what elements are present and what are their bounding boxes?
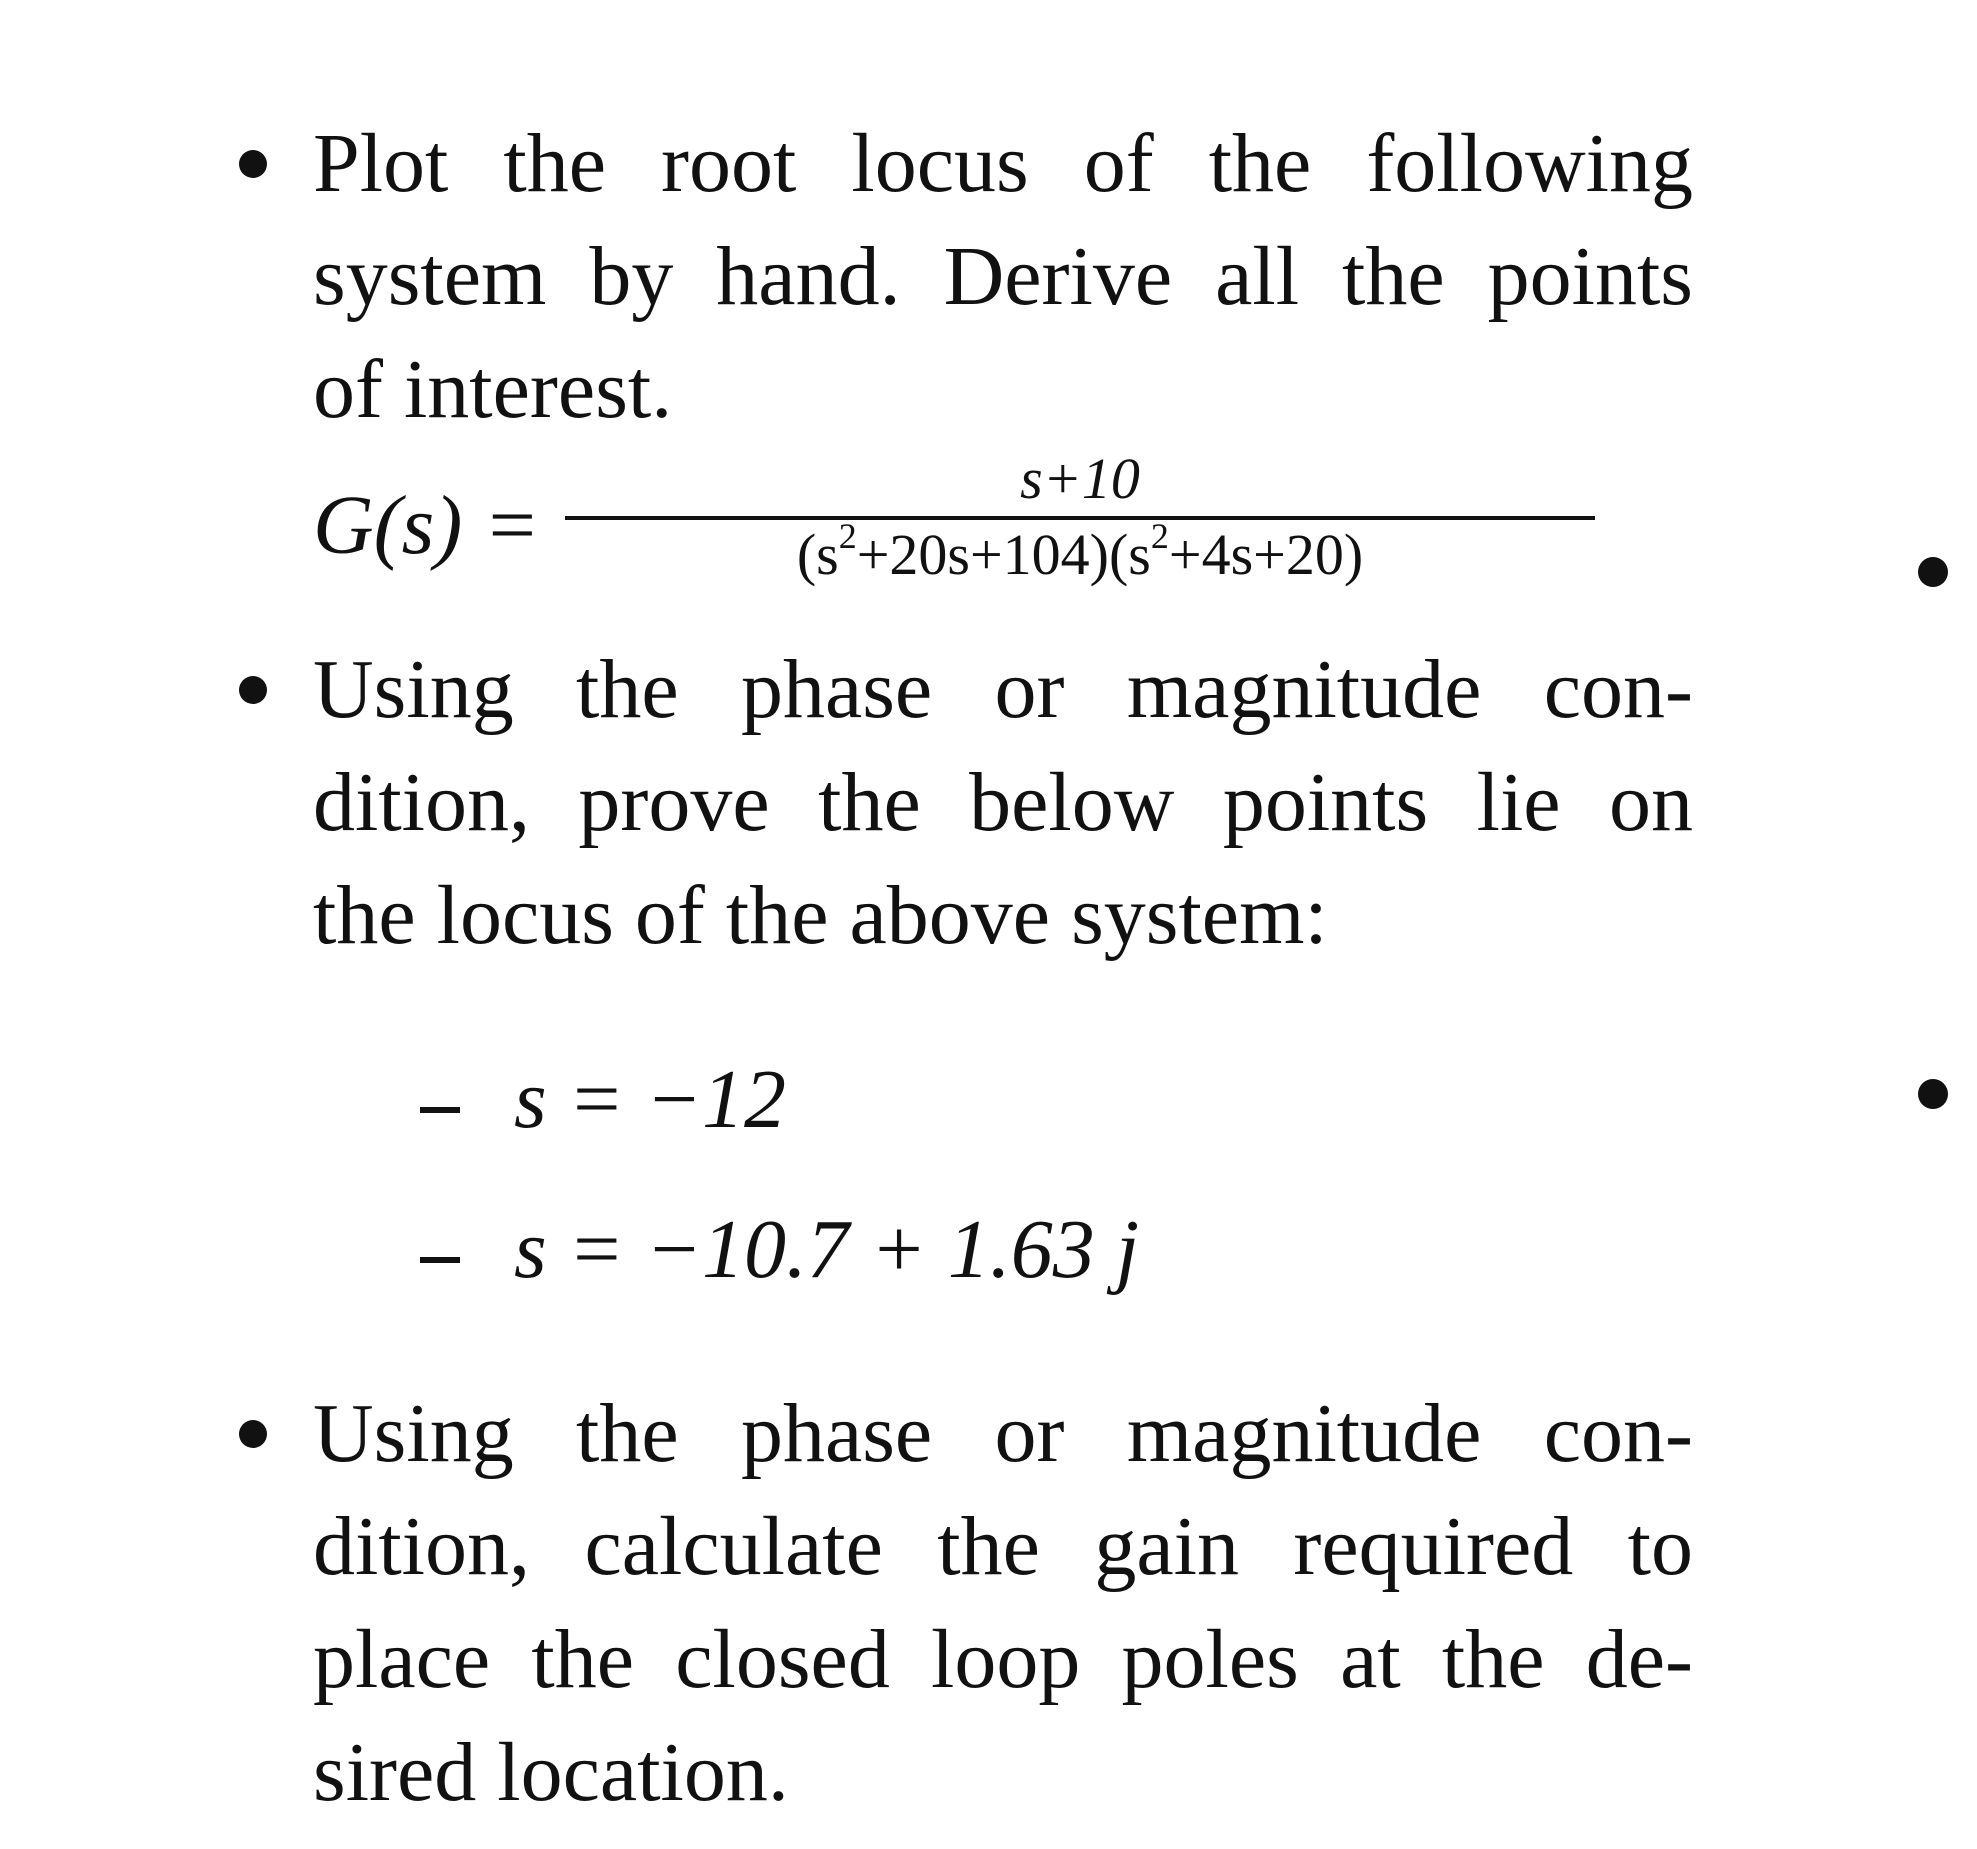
- fraction-numerator: s+10: [1020, 446, 1140, 511]
- denominator-part: (s: [796, 522, 839, 587]
- denominator-part: +20s+104)(s: [856, 522, 1151, 587]
- point-item: [420, 1200, 1139, 1300]
- margin-bullet-marker: [1918, 1079, 1948, 1109]
- text-line: dition, calculate the gain required to: [313, 1500, 1693, 1593]
- text-line: Using the phase or magnitude con-: [313, 643, 1693, 736]
- question-2-text: [313, 633, 1693, 972]
- formula-lhs: G(s) =: [313, 479, 540, 572]
- margin-bullet-marker: [1918, 557, 1948, 587]
- bullet-marker: [239, 1420, 267, 1448]
- text-line: system by hand. Derive all the points: [313, 230, 1693, 323]
- exponent: 2: [838, 516, 857, 557]
- bullet-marker: [239, 676, 267, 704]
- bullet-marker: [239, 150, 267, 178]
- point-expression: s = −10.7 + 1.63 j: [514, 1203, 1140, 1296]
- fraction-denominator: [565, 516, 1595, 587]
- question-3-text: [313, 1377, 1693, 1829]
- text-line: Plot the root locus of the following: [313, 117, 1693, 210]
- text-line: place the closed loop poles at the de-: [313, 1613, 1693, 1706]
- exponent: 2: [1150, 516, 1169, 557]
- dash-marker: [420, 1107, 460, 1113]
- dash-marker: [420, 1257, 460, 1263]
- question-1-text: [313, 107, 1693, 446]
- point-expression: s = −12: [514, 1053, 787, 1146]
- text-line: sired location.: [313, 1726, 789, 1819]
- fraction: [565, 448, 1595, 586]
- text-line: Using the phase or magnitude con-: [313, 1387, 1693, 1480]
- point-item: [420, 1050, 786, 1150]
- fraction-bar: [565, 516, 1595, 520]
- denominator-part: +4s+20): [1168, 522, 1364, 587]
- text-line: of interest.: [313, 343, 673, 436]
- text-line: dition, prove the below points lie on: [313, 756, 1693, 849]
- text-line: the locus of the above system:: [313, 869, 1328, 962]
